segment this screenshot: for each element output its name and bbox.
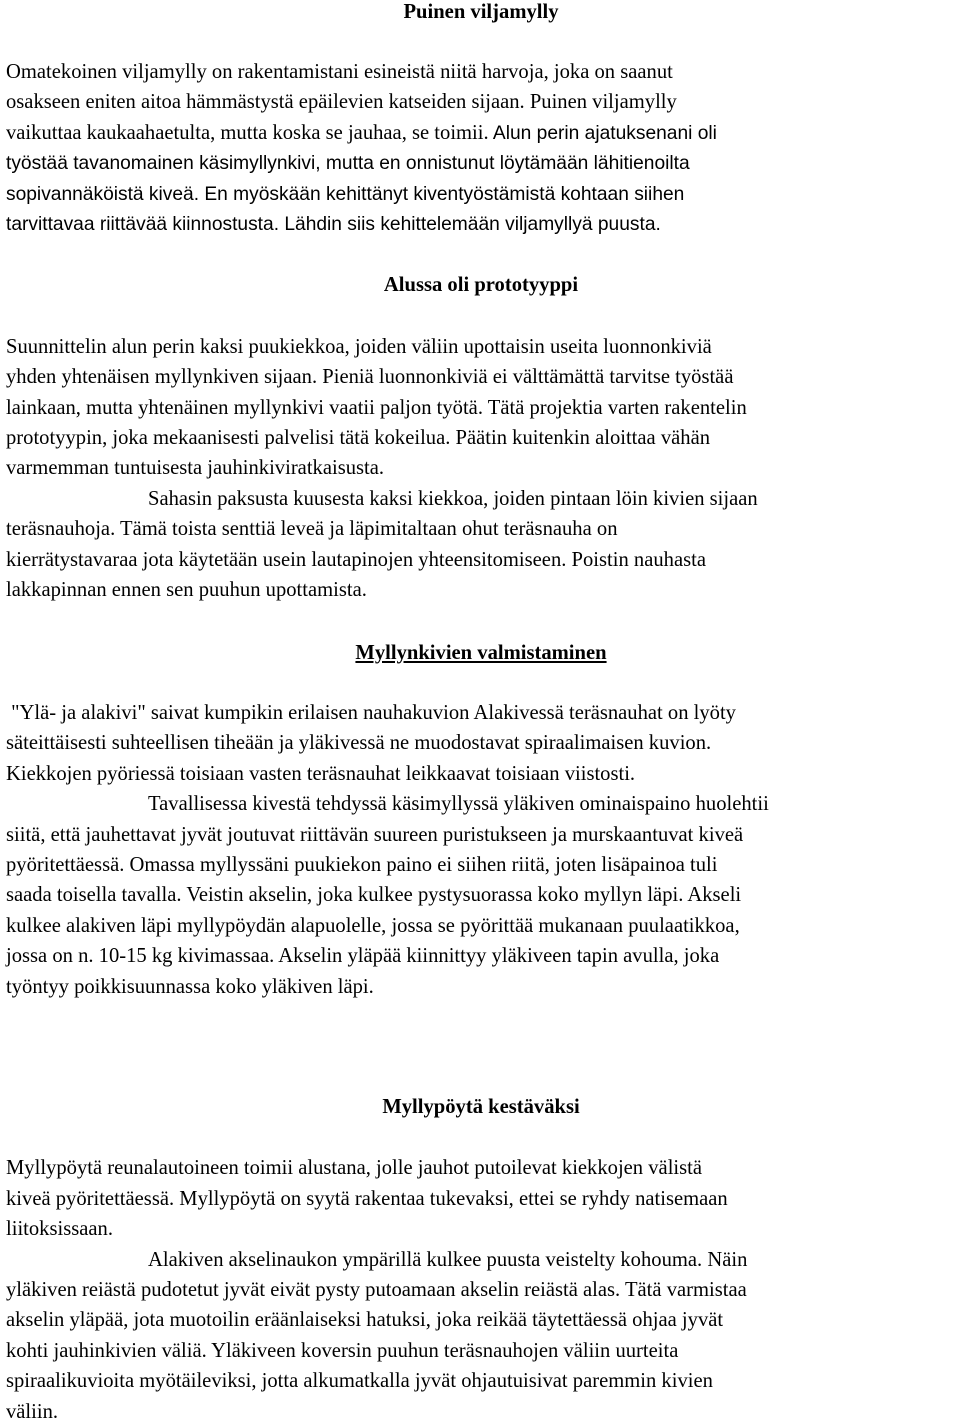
section-heading: Alussa oli prototyyppi	[383, 274, 579, 297]
text-line: kulkee alakiven läpi myllypöydän alapuolelle, jossa se pyörittää mukanaan puulaatikkoa,	[6, 914, 740, 937]
section-paragraph	[6, 698, 956, 1002]
text-line: työntyy poikkisuunnassa koko yläkiven läpi.	[6, 975, 374, 998]
text-line: yhden yhtenäisen myllynkiven sijaan. Pieniä luonnonkiviä ei välttämättä tarvitse työstää	[6, 366, 734, 389]
text-line: varmemman tuntuisesta jauhinkiviratkaisusta.	[6, 457, 385, 480]
text-line: Myllypöytä reunalautoineen toimii alustana, jolle jauhot putoilevat kiekkojen välistä	[6, 1157, 703, 1180]
text-line: liitoksissaan.	[6, 1218, 113, 1241]
text-line: pyöritettäessä. Omassa myllyssäni puukiekon paino ei siihen riitä, joten lisäpainoa tuli	[6, 853, 718, 876]
text-line: osakseen eniten aitoa hämmästystä epäilevien katseiden sijaan. Puinen viljamylly	[6, 91, 677, 114]
intro-paragraph	[6, 57, 956, 240]
text-line: lainkaan, mutta yhtenäinen myllynkivi vaatii paljon työtä. Tätä projektia varten rakentelin	[6, 396, 747, 419]
text-line-indented: Alakiven akselinaukon ympärillä kulkee puusta veistelty kohouma. Näin	[148, 1248, 748, 1271]
text-line: Kiekkojen pyöriessä toisiaan vasten teräsnauhat leikkaavat toisiaan viistosti.	[6, 762, 636, 785]
section-heading-text: Myllynkivien valmistaminen	[355, 641, 607, 664]
text-line: "Ylä- ja alakivi" saivat kumpikin erilaisen nauhakuvion Alakivessä teräsnauhat on lyöty	[6, 701, 736, 724]
text-line-indented: Sahasin paksusta kuusesta kaksi kiekkoa, joiden pintaan löin kivien sijaan	[148, 487, 758, 510]
text-fragment: vaikuttaa kaukaahaetulta, mutta koska se jauhaa, se toimii.	[6, 121, 489, 144]
text-line: kohti jauhinkivien väliä. Yläkiveen koversin puuhun teräsnauhojen väliin uurteita	[6, 1339, 679, 1362]
text-line: siitä, että jauhettavat jyvät joutuvat riittävän suureen puristukseen ja murskaantuvat kiveä	[6, 823, 744, 846]
text-line: väliin.	[6, 1400, 59, 1423]
text-line: säteittäisesti suhteellisen tiheään ja yläkivessä ne muodostavat spiraalimaisen kuvion.	[6, 732, 712, 755]
text-fragment: Alun perin ajatuksenani oli	[488, 122, 717, 144]
text-line: kierrätystavaraa jota käytetään usein lautapinojen yhteensitomiseen. Poistin nauhasta	[6, 548, 706, 571]
text-line: työstää tavanomainen käsimyllynkivi, mutta en onnistunut löytämään lähitienoilta	[6, 153, 690, 175]
text-line: jossa on n. 10-15 kg kivimassaa. Akselin yläpää kiinnittyy yläkiveen tapin avulla, joka	[6, 945, 720, 968]
text-line: Omatekoinen viljamylly on rakentamistani esineistä niitä harvoja, joka on saanut	[6, 61, 673, 83]
text-line: prototyypin, joka mekaanisesti palvelisi tätä kokeilua. Päätin kuitenkin aloittaa vähän	[6, 427, 711, 450]
text-line: sopivannäköistä kiveä. En myöskään kehittänyt kiventyöstämistä kohtaan siihen	[6, 183, 685, 205]
section-paragraph	[6, 1153, 956, 1427]
text-line	[6, 118, 956, 149]
text-line-indented: Tavallisessa kivestä tehdyssä käsimyllyssä yläkiven ominaispaino huolehtii	[148, 793, 769, 816]
text-line: Suunnittelin alun perin kaksi puukiekkoa, joiden väliin upottaisin useita luonnonkiviä	[6, 335, 712, 358]
text-line: akselin yläpää, jota muotoilin eräänlaiseksi hatuksi, joka reikää täytettäessä ohjaa jyvät	[6, 1309, 724, 1332]
section-paragraph	[6, 332, 956, 606]
text-line: tarvittavaa riittävää kiinnostusta. Lähdin siis kehittelemään viljamyllyä puusta.	[6, 214, 661, 236]
section-heading: Myllypöytä kestäväksi	[382, 1095, 580, 1118]
page-title: Puinen viljamylly	[403, 1, 559, 23]
text-line: kiveä pyöritettäessä. Myllypöytä on syytä rakentaa tukevaksi, ettei se ryhdy natisemaan	[6, 1187, 728, 1210]
text-line: saada toisella tavalla. Veistin akselin, joka kulkee pystysuorassa koko myllyn läpi. Akseli	[6, 884, 742, 907]
document-page	[6, 0, 956, 1427]
section-heading	[6, 638, 956, 668]
text-line: teräsnauhoja. Tämä toista senttiä leveä ja läpimitaltaan ohut teräsnauha on	[6, 518, 618, 541]
text-line: yläkiven reiästä pudotetut jyvät eivät pysty putoamaan akselin reiästä alas. Tätä varmistaa	[6, 1279, 747, 1301]
text-line: lakkapinnan ennen sen puuhun upottamista.	[6, 579, 367, 602]
text-line: spiraalikuvioita myötäileviksi, jotta alkumatkalla jyvät ohjautuisivat paremmin kivien	[6, 1370, 713, 1393]
